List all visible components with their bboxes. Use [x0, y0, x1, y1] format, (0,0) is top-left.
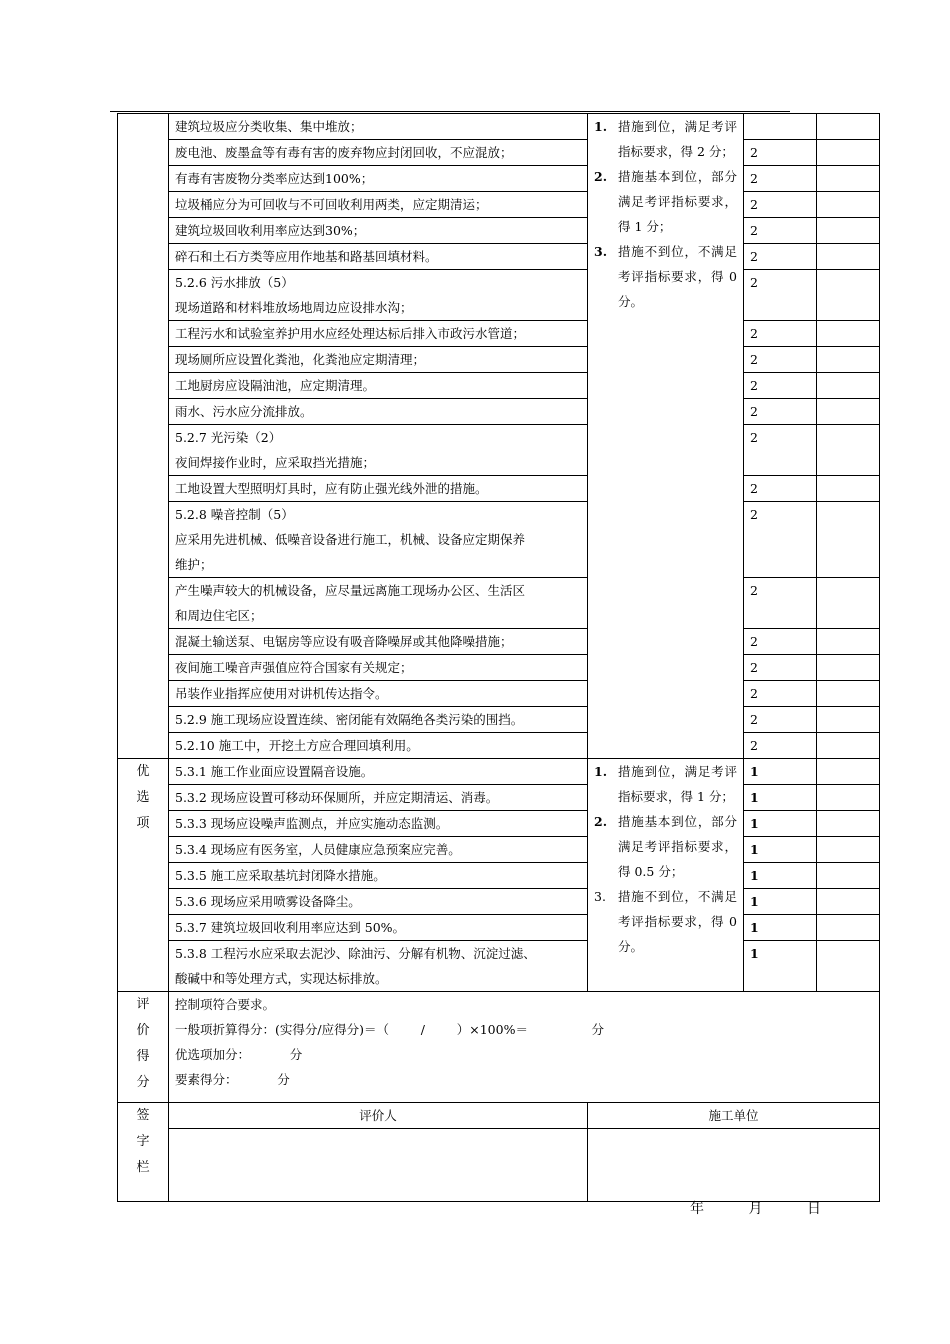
score-cell: 2: [744, 347, 817, 373]
actual-score-cell: [817, 270, 880, 321]
actual-score-cell: [817, 476, 880, 502]
score-cell: 2: [744, 244, 817, 270]
score-cell: 1: [744, 889, 817, 915]
item-text-line: 应采用先进机械、低噪音设备进行施工，机械、设备应定期保养: [175, 532, 526, 547]
category-cell-optional: [118, 759, 169, 992]
actual-score-cell: [817, 578, 880, 629]
item-text-line: 5.2.9 施工现场应设置连续、密闭能有效隔绝各类污染的围挡。: [175, 712, 524, 727]
score-cell: 1: [744, 863, 817, 889]
score-cell: 2: [744, 218, 817, 244]
item-text-line: 5.3.7 建筑垃圾回收利用率应达到 50%。: [175, 920, 406, 935]
actual-score-cell: [817, 218, 880, 244]
score-cell: 2: [744, 733, 817, 759]
score-cell: 2: [744, 425, 817, 476]
item-text-line: 废电池、废墨盒等有毒有害的废弃物应封闭回收，不应混放；: [175, 145, 513, 160]
actual-score-cell: [817, 889, 880, 915]
category-label-char: 签: [136, 1108, 150, 1123]
actual-score-cell: [817, 399, 880, 425]
category-label-char: 优: [136, 764, 150, 779]
item-text-line: 5.3.2 现场应设置可移动环保厕所，并应定期清运、消毒。: [175, 790, 499, 805]
item-cell: [169, 889, 588, 915]
actual-score-cell: [817, 863, 880, 889]
item-cell: [169, 192, 588, 218]
evaluation-table: [117, 113, 880, 1202]
item-text-line: 5.3.3 现场应设噪声监测点，并应实施动态监测。: [175, 816, 449, 831]
table-row: [118, 629, 880, 655]
item-cell: [169, 837, 588, 863]
score-cell: 2: [744, 321, 817, 347]
table-row: [118, 218, 880, 244]
item-text-line: 5.2.7 光污染（2）: [175, 430, 282, 445]
criterion-number: 3.: [594, 889, 606, 904]
item-text-line: 雨水、污水应分流排放。: [175, 404, 313, 419]
table-row: [118, 399, 880, 425]
scoring-criteria-general: [588, 114, 744, 759]
table-row: [118, 863, 880, 889]
score-cell: 1: [744, 837, 817, 863]
item-cell: [169, 140, 588, 166]
item-cell: [169, 785, 588, 811]
actual-score-cell: [817, 915, 880, 941]
score-cell: 1: [744, 811, 817, 837]
item-cell: [169, 915, 588, 941]
category-label-char: 栏: [136, 1160, 150, 1175]
actual-score-cell: [817, 681, 880, 707]
table-row: [118, 733, 880, 759]
criterion-text: 措施不到位，不满足考评指标要求，得 0 分。: [618, 889, 737, 954]
score-cell: 2: [744, 192, 817, 218]
item-cell: [169, 578, 588, 629]
category-label-char: 分: [136, 1075, 150, 1090]
contractor-header: 施工单位: [588, 1103, 880, 1129]
item-text-line: 5.3.6 现场应采用喷雾设备降尘。: [175, 894, 361, 909]
item-text-line: 和周边住宅区；: [175, 608, 263, 623]
table-row: [118, 889, 880, 915]
table-row: [118, 707, 880, 733]
actual-score-cell: [817, 192, 880, 218]
table-row: [118, 476, 880, 502]
table-row: [118, 915, 880, 941]
evaluation-summary: [169, 992, 880, 1103]
item-text-line: 建筑垃圾回收利用率应达到30%；: [175, 223, 366, 238]
criterion-number: 2.: [594, 814, 608, 829]
item-cell: [169, 244, 588, 270]
item-text-line: 工程污水和试验室养护用水应经处理达标后排入市政污水管道；: [175, 326, 526, 341]
score-cell: 2: [744, 681, 817, 707]
criterion-item: [594, 809, 737, 884]
table-row: [118, 114, 880, 140]
category-label-char: 选: [136, 790, 150, 805]
actual-score-cell: [817, 629, 880, 655]
table-row: [118, 140, 880, 166]
score-cell: 1: [744, 785, 817, 811]
actual-score-cell: [817, 347, 880, 373]
evaluator-signature-area: [169, 1129, 588, 1202]
item-text-line: 产生噪声较大的机械设备，应尽量远离施工现场办公区、生活区: [175, 583, 526, 598]
evaluation-line: 优选项加分： 分: [175, 1047, 303, 1062]
item-text-line: 夜间施工噪音声强值应符合国家有关规定；: [175, 660, 413, 675]
criterion-item: [594, 759, 737, 809]
score-cell: 1: [744, 941, 817, 992]
item-cell: [169, 114, 588, 140]
table-row: [118, 837, 880, 863]
actual-score-cell: [817, 759, 880, 785]
score-cell: 2: [744, 166, 817, 192]
item-cell: [169, 373, 588, 399]
item-text-line: 酸碱中和等处理方式，实现达标排放。: [175, 971, 388, 986]
score-cell: 2: [744, 476, 817, 502]
table-row: [118, 502, 880, 578]
table-row: [118, 941, 880, 992]
item-text-line: 5.3.8 工程污水应采取去泥沙、除油污、分解有机物、沉淀过滤、: [175, 946, 536, 961]
top-rule: [110, 111, 790, 112]
criterion-item: [594, 114, 737, 164]
criterion-number: 3.: [594, 244, 608, 259]
score-cell: 1: [744, 759, 817, 785]
criterion-text: 措施到位，满足考评指标要求，得 1 分；: [618, 764, 737, 804]
category-cell-general: [118, 114, 169, 759]
score-cell: 2: [744, 578, 817, 629]
actual-score-cell: [817, 425, 880, 476]
criterion-item: [594, 884, 737, 959]
criterion-text: 措施到位，满足考评指标要求，得 2 分；: [618, 119, 737, 159]
actual-score-cell: [817, 733, 880, 759]
criterion-number: 2.: [594, 169, 608, 184]
category-label-char: 价: [136, 1023, 150, 1038]
category-label-char: 项: [136, 816, 150, 831]
signature-body-row: [118, 1129, 880, 1202]
criterion-text: 措施不到位，不满足考评指标要求，得 0 分。: [618, 244, 737, 309]
actual-score-cell: [817, 244, 880, 270]
criterion-text: 措施基本到位，部分满足考评指标要求，得 0.5 分；: [618, 814, 737, 879]
item-text-line: 建筑垃圾应分类收集、集中堆放；: [175, 119, 363, 134]
criterion-item: [594, 239, 737, 314]
item-text-line: 有毒有害废物分类率应达到100%；: [175, 171, 374, 186]
signature-label: [118, 1103, 169, 1202]
date-line: 年 月 日: [690, 1201, 822, 1217]
actual-score-cell: [817, 811, 880, 837]
score-cell: 2: [744, 270, 817, 321]
signature-header-row: [118, 1103, 880, 1129]
evaluation-line: 要素得分： 分: [175, 1072, 290, 1087]
table-row: [118, 759, 880, 785]
table-row: [118, 244, 880, 270]
table-row: [118, 578, 880, 629]
actual-score-cell: [817, 502, 880, 578]
score-cell: 2: [744, 629, 817, 655]
evaluation-label: [118, 992, 169, 1103]
criterion-item: [594, 164, 737, 239]
evaluation-line: 一般项折算得分：(实得分/应得分)＝（ / ）×100%＝ 分: [175, 1022, 605, 1037]
actual-score-cell: [817, 655, 880, 681]
item-cell: [169, 655, 588, 681]
criterion-number: 1.: [594, 764, 608, 779]
score-cell: [744, 114, 817, 140]
actual-score-cell: [817, 837, 880, 863]
item-cell: [169, 270, 588, 321]
category-label-char: 得: [136, 1049, 150, 1064]
score-cell: 2: [744, 140, 817, 166]
score-cell: 2: [744, 502, 817, 578]
item-cell: [169, 863, 588, 889]
table-row: [118, 681, 880, 707]
score-cell: 2: [744, 707, 817, 733]
score-cell: 2: [744, 655, 817, 681]
item-cell: [169, 425, 588, 476]
table-row: [118, 811, 880, 837]
item-cell: [169, 166, 588, 192]
item-text-line: 混凝土输送泵、电锯房等应设有吸音降噪屏或其他降噪措施；: [175, 634, 513, 649]
item-text-line: 5.3.1 施工作业面应设置隔音设施。: [175, 764, 374, 779]
criterion-number: 1.: [594, 119, 608, 134]
table-row: [118, 192, 880, 218]
evaluation-row: [118, 992, 880, 1103]
evaluator-header: 评价人: [169, 1103, 588, 1129]
table-row: [118, 166, 880, 192]
item-cell: [169, 399, 588, 425]
item-text-line: 现场厕所应设置化粪池，化粪池应定期清理；: [175, 352, 426, 367]
item-cell: [169, 707, 588, 733]
item-text-line: 碎石和土石方类等应用作地基和路基回填材料。: [175, 249, 438, 264]
actual-score-cell: [817, 941, 880, 992]
table-row: [118, 321, 880, 347]
item-text-line: 吊装作业指挥应使用对讲机传达指令。: [175, 686, 388, 701]
category-label-char: 评: [136, 997, 150, 1012]
actual-score-cell: [817, 373, 880, 399]
score-cell: 1: [744, 915, 817, 941]
score-cell: 2: [744, 373, 817, 399]
score-cell: 2: [744, 399, 817, 425]
actual-score-cell: [817, 140, 880, 166]
item-text-line: 工地厨房应设隔油池，应定期清理。: [175, 378, 376, 393]
item-text-line: 现场道路和材料堆放场地周边应设排水沟；: [175, 300, 413, 315]
item-cell: [169, 321, 588, 347]
item-text-line: 垃圾桶应分为可回收与不可回收利用两类，应定期清运；: [175, 197, 488, 212]
item-text-line: 5.3.4 现场应有医务室，人员健康应急预案应完善。: [175, 842, 461, 857]
item-cell: [169, 476, 588, 502]
item-text-line: 5.3.5 施工应采取基坑封闭降水措施。: [175, 868, 386, 883]
contractor-signature-area: [588, 1129, 880, 1202]
item-cell: [169, 629, 588, 655]
table-row: [118, 425, 880, 476]
item-cell: [169, 811, 588, 837]
actual-score-cell: [817, 114, 880, 140]
table-row: [118, 347, 880, 373]
item-text-line: 5.2.6 污水排放（5）: [175, 275, 294, 290]
actual-score-cell: [817, 166, 880, 192]
item-cell: [169, 733, 588, 759]
item-cell: [169, 941, 588, 992]
criterion-text: 措施基本到位，部分满足考评指标要求，得 1 分；: [618, 169, 737, 234]
item-text-line: 5.2.10 施工中，开挖土方应合理回填利用。: [175, 738, 419, 753]
item-cell: [169, 347, 588, 373]
category-label-char: 字: [136, 1134, 150, 1149]
actual-score-cell: [817, 785, 880, 811]
actual-score-cell: [817, 707, 880, 733]
item-cell: [169, 759, 588, 785]
item-cell: [169, 218, 588, 244]
item-text-line: 维护；: [175, 557, 213, 572]
item-text-line: 夜间焊接作业时，应采取挡光措施；: [175, 455, 376, 470]
item-cell: [169, 681, 588, 707]
table-row: [118, 785, 880, 811]
scoring-criteria-optional: [588, 759, 744, 992]
item-cell: [169, 502, 588, 578]
actual-score-cell: [817, 321, 880, 347]
table-row: [118, 270, 880, 321]
table-row: [118, 655, 880, 681]
item-text-line: 5.2.8 噪音控制（5）: [175, 507, 294, 522]
table-row: [118, 373, 880, 399]
item-text-line: 工地设置大型照明灯具时，应有防止强光线外泄的措施。: [175, 481, 488, 496]
evaluation-line: 控制项符合要求。: [175, 997, 276, 1012]
